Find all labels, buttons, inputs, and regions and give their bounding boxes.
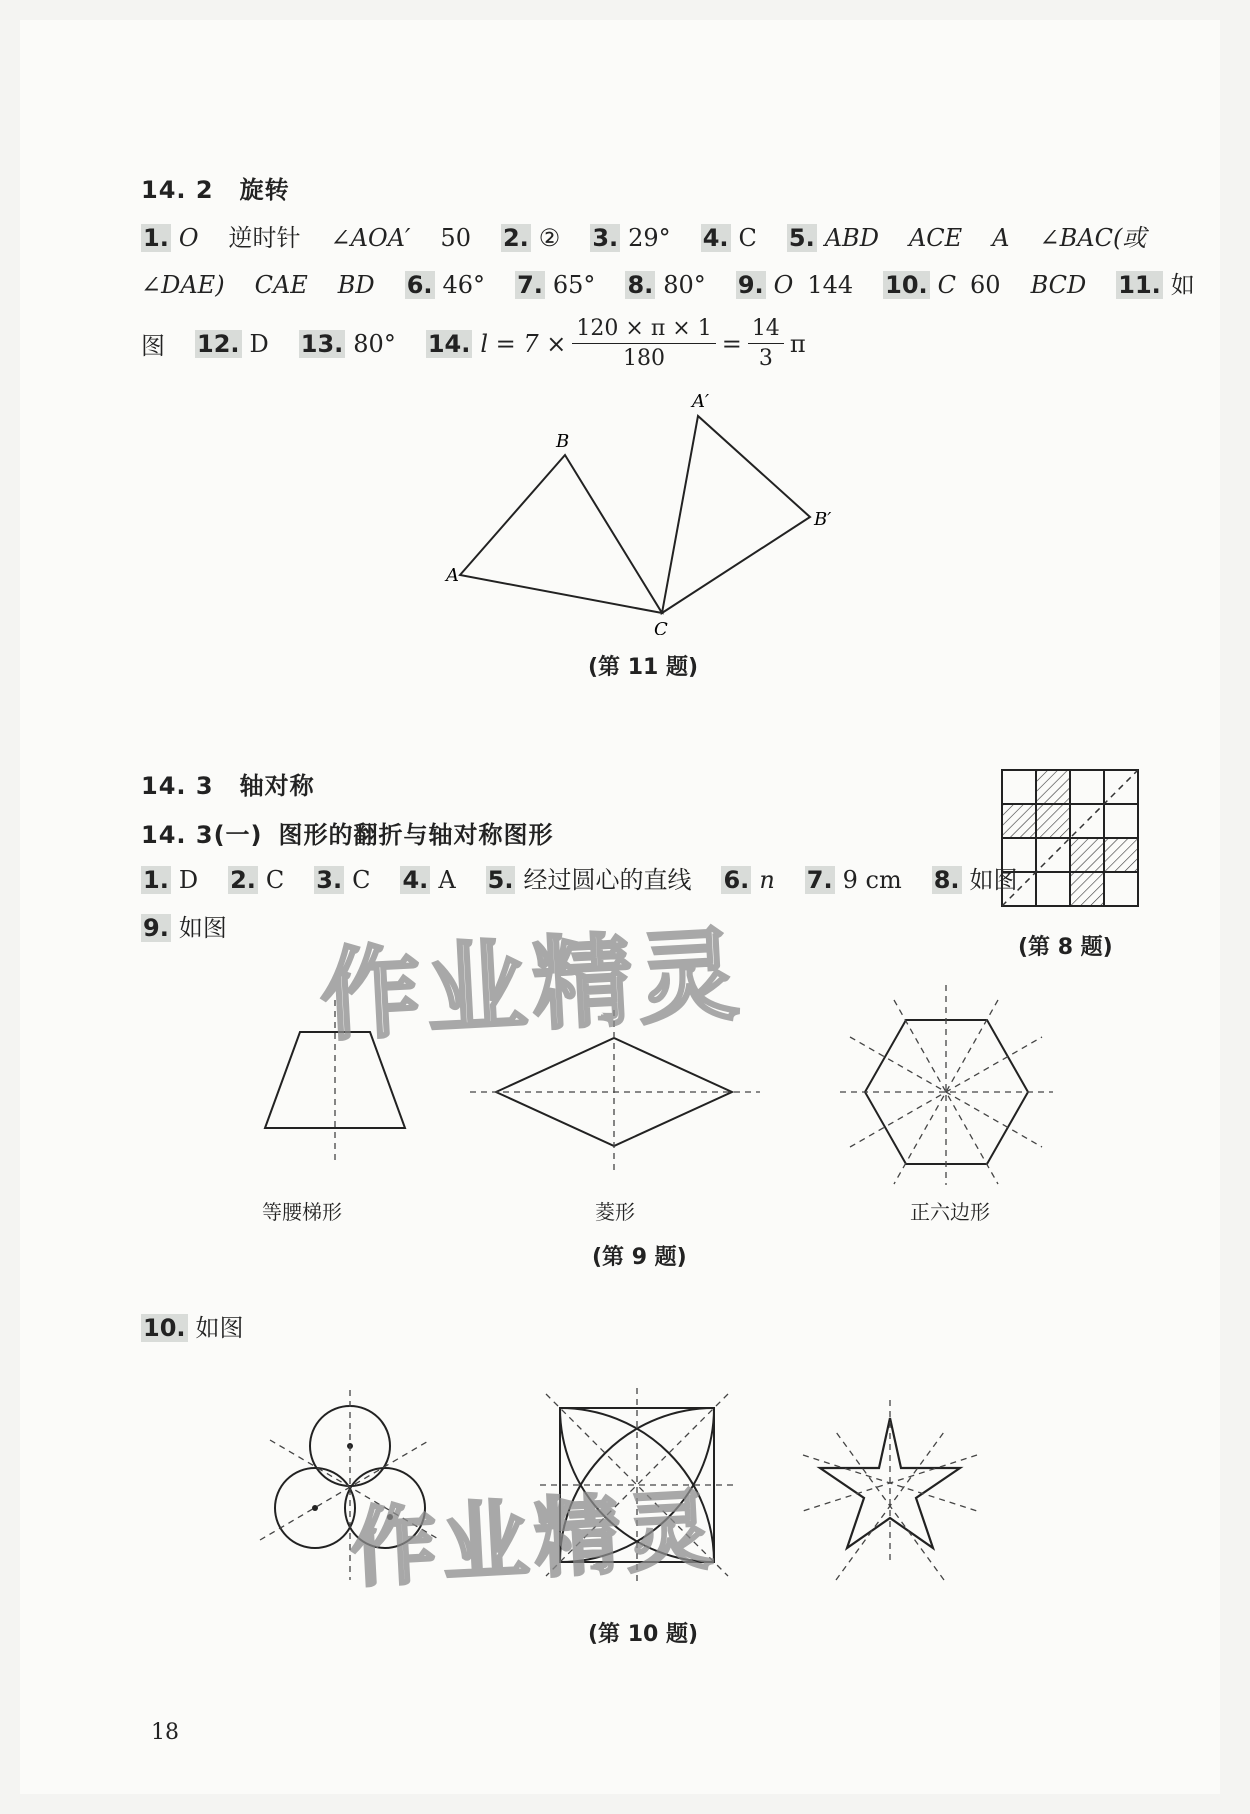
caption-figure-8: (第 8 题) — [1018, 935, 1113, 960]
section-heading-14-2: 14. 2 旋转 — [141, 176, 290, 204]
watermark-top: 作业精灵 — [317, 915, 748, 1056]
label-b-prime: B′ — [814, 509, 832, 530]
caption-figure-10: (第 10 题) — [588, 1622, 699, 1647]
fraction-result: $\frac{14}{3}$ — [748, 316, 784, 371]
answer-line-1: 1. O 逆时针 ∠AOA′ 50 2. ② 3. 29° 4. C 5. ABD ACE A ∠BAC(或 — [143, 224, 1147, 252]
triangle-a2b2c — [662, 416, 810, 613]
fraction: $\frac{120 \times \pi \times 1}{180}$ — [572, 316, 715, 371]
label-b: B — [556, 431, 570, 452]
figure-11-rotation — [430, 385, 860, 635]
answer-line-5: 9. 如图 — [143, 914, 227, 942]
label-rhombus: 菱形 — [595, 1200, 635, 1224]
page-number: 18 — [151, 1720, 179, 1745]
caption-figure-11: (第 11 题) — [588, 655, 699, 680]
watermark-bottom: 作业精灵 — [348, 1480, 721, 1600]
label-hexagon: 正六边形 — [910, 1200, 990, 1224]
label-a-prime: A′ — [692, 391, 710, 412]
answer-line-3: 图 12. D 13. 80° 14. l = 7 × $\frac{120 \times \pi \times 1}{180}$ = $\frac{14}{3}$ π — [141, 316, 806, 371]
label-trapezoid: 等腰梯形 — [262, 1200, 342, 1224]
answer-line-4: 1. D 2. C 3. C 4. A 5. 经过圆心的直线 6. n 7. 9 cm 8. 如图 — [143, 866, 1018, 894]
label-c: C — [654, 619, 668, 635]
figure-8-grid — [1000, 768, 1142, 910]
triangle-abc — [460, 455, 662, 613]
answer-line-2: ∠DAE) CAE BD 6. 46° 7. 65° 8. 80° 9. O 144 10. C 60 BCD 11. 如 — [141, 271, 1195, 299]
section-heading-14-3-1: 14. 3(一) 图形的翻折与轴对称图形 — [141, 821, 554, 849]
section-heading-14-3: 14. 3 轴对称 — [141, 772, 315, 800]
answer-line-6: 10. 如图 — [143, 1314, 244, 1342]
label-a: A — [446, 565, 459, 586]
caption-figure-9: (第 9 题) — [592, 1245, 687, 1270]
